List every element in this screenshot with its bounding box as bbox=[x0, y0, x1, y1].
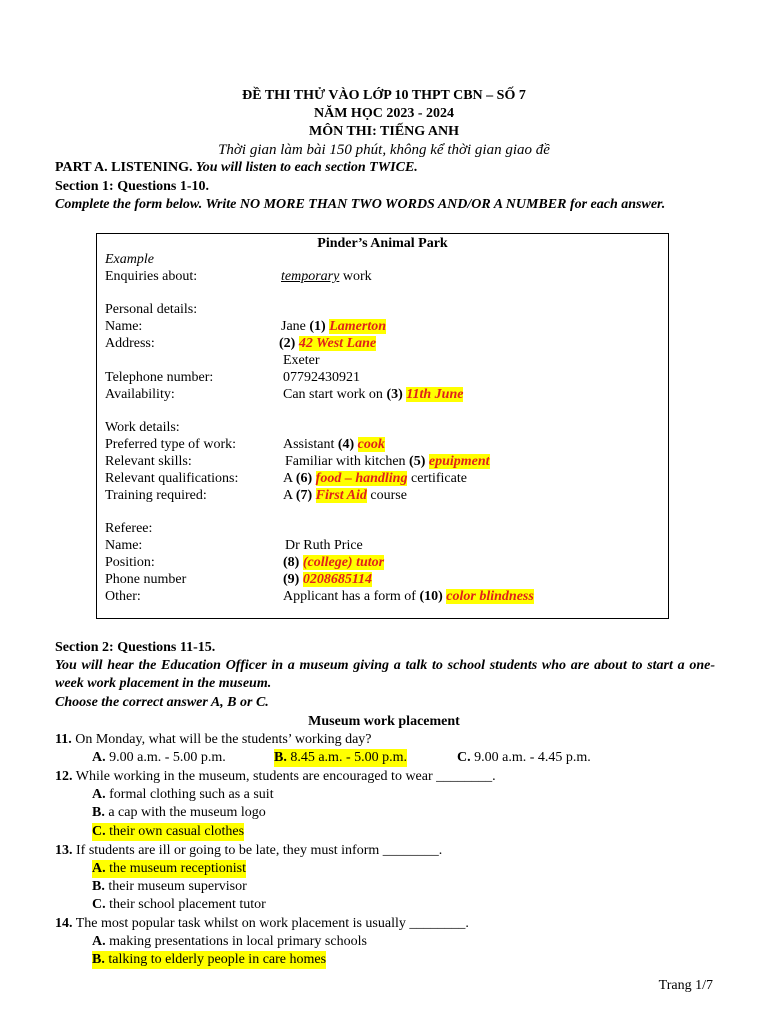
question-text: The most popular task whilst on work placement is usually ________. bbox=[72, 916, 469, 931]
museum-title: Museum work placement bbox=[308, 714, 460, 729]
name-label: Name: bbox=[105, 319, 143, 334]
q13-option-b bbox=[92, 878, 247, 896]
option-text: the museum receptionist bbox=[105, 861, 246, 876]
train-suffix: course bbox=[366, 488, 407, 503]
question-number: 12. bbox=[55, 769, 73, 784]
question-text: On Monday, what will be the students’ working day? bbox=[71, 732, 372, 747]
q13-option-a bbox=[92, 860, 246, 878]
option-text: a cap with the museum logo bbox=[104, 805, 266, 820]
page-number: Trang 1/7 bbox=[658, 978, 713, 993]
option-text: their museum supervisor bbox=[104, 879, 247, 894]
subject-title: MÔN THI: TIẾNG ANH bbox=[308, 124, 459, 139]
question-number: 14. bbox=[55, 916, 73, 931]
question-11 bbox=[55, 731, 372, 749]
work-details-label: Work details: bbox=[105, 420, 180, 435]
question-14 bbox=[55, 915, 469, 933]
preferred-prefix: Assistant bbox=[283, 437, 338, 452]
address-label: Address: bbox=[105, 336, 155, 351]
section1-heading: Section 1: Questions 1-10. bbox=[55, 179, 209, 194]
other-label: Other: bbox=[105, 589, 141, 604]
enquiries-label: Enquiries about: bbox=[105, 269, 198, 284]
q4-number: (4) bbox=[337, 437, 355, 452]
telephone-label: Telephone number: bbox=[105, 370, 214, 385]
option-letter: A. bbox=[92, 750, 106, 765]
train-prefix: A bbox=[283, 488, 296, 503]
q11-option-b bbox=[274, 749, 407, 767]
q11-option-a bbox=[92, 749, 226, 767]
answer-5: epuipment bbox=[428, 454, 490, 469]
question-text: If students are ill or going to be late, they must inform ________. bbox=[72, 843, 443, 858]
option-letter: C. bbox=[92, 897, 106, 912]
position-label: Position: bbox=[105, 555, 155, 570]
option-letter: C. bbox=[92, 824, 106, 839]
name-value bbox=[281, 318, 386, 335]
city-value: Exeter bbox=[283, 353, 320, 368]
q13-option-c bbox=[92, 896, 266, 914]
skills-value bbox=[285, 453, 490, 470]
other-prefix: Applicant has a form of bbox=[283, 589, 420, 604]
availability-prefix: Can start work on bbox=[283, 387, 387, 402]
question-number: 11. bbox=[55, 732, 72, 747]
enquiries-rest: work bbox=[339, 269, 372, 284]
referee-name-label: Name: bbox=[105, 538, 143, 553]
answer-1: Lamerton bbox=[329, 319, 386, 334]
answer-9: 0208685114 bbox=[302, 572, 373, 587]
option-text: formal clothing such as a suit bbox=[105, 787, 274, 802]
preferred-work-label: Preferred type of work: bbox=[105, 437, 237, 452]
q12-option-a bbox=[92, 786, 274, 804]
exam-title: ĐỀ THI THỬ VÀO LỚP 10 THPT CBN – SỐ 7 bbox=[242, 88, 526, 103]
question-text: While working in the museum, students are encouraged to wear ________. bbox=[72, 769, 496, 784]
qualifications-label: Relevant qualifications: bbox=[105, 471, 239, 486]
school-year: NĂM HỌC 2023 - 2024 bbox=[314, 106, 454, 121]
enquiries-value bbox=[281, 268, 372, 285]
training-label: Training required: bbox=[105, 488, 207, 503]
option-letter: A. bbox=[92, 787, 106, 802]
time-note: Thời gian làm bài 150 phút, không kể thời gian giao đề bbox=[218, 142, 550, 158]
question-12 bbox=[55, 768, 496, 786]
q5-number: (5) bbox=[409, 454, 426, 469]
question-number: 13. bbox=[55, 843, 73, 858]
telephone-value: 07792430921 bbox=[283, 370, 360, 385]
referee-label: Referee: bbox=[105, 521, 153, 536]
referee-name-value: Dr Ruth Price bbox=[285, 538, 363, 553]
option-text: 9.00 a.m. - 5.00 p.m. bbox=[105, 750, 226, 765]
option-text: their school placement tutor bbox=[105, 897, 266, 912]
form-box bbox=[96, 233, 669, 619]
skills-label: Relevant skills: bbox=[105, 454, 192, 469]
question-13 bbox=[55, 842, 442, 860]
part-a-instruction: You will listen to each section TWICE. bbox=[192, 160, 418, 175]
example-label: Example bbox=[105, 252, 154, 267]
part-a-heading bbox=[55, 159, 418, 177]
answer-10: color blindness bbox=[446, 589, 534, 604]
q12-option-b bbox=[92, 804, 266, 822]
training-value bbox=[283, 487, 407, 504]
section1-instruction: Complete the form below. Write NO MORE THAN TWO WORDS AND/OR A NUMBER for each answer. bbox=[55, 197, 666, 212]
q11-option-c bbox=[457, 749, 591, 767]
preferred-work-value bbox=[283, 436, 385, 453]
option-letter: B. bbox=[92, 952, 105, 967]
other-value bbox=[283, 588, 534, 605]
personal-details-label: Personal details: bbox=[105, 302, 198, 317]
section2-instruction: You will hear the Education Officer in a museum giving a talk to school students who are about to start a one-week work placement in the museum. bbox=[55, 658, 715, 691]
option-letter: A. bbox=[92, 934, 106, 949]
option-text: making presentations in local primary schools bbox=[105, 934, 367, 949]
address-value bbox=[279, 335, 376, 352]
qual-prefix: A bbox=[283, 471, 296, 486]
skills-prefix: Familiar with kitchen bbox=[285, 454, 410, 469]
q7-number: (7) bbox=[295, 488, 313, 503]
q2-number: (2) bbox=[279, 336, 296, 351]
answer-2: 42 West Lane bbox=[298, 336, 377, 351]
position-value bbox=[283, 554, 384, 571]
option-text: talking to elderly people in care homes bbox=[104, 952, 327, 967]
q8-number: (8) bbox=[283, 555, 300, 570]
q3-number: (3) bbox=[386, 387, 403, 402]
section2-heading: Section 2: Questions 11-15. bbox=[55, 640, 216, 655]
availability-label: Availability: bbox=[105, 387, 175, 402]
section2-choose: Choose the correct answer A, B or C. bbox=[55, 695, 269, 710]
option-text: 9.00 a.m. - 4.45 p.m. bbox=[470, 750, 591, 765]
phone-value bbox=[283, 571, 372, 588]
qualifications-value bbox=[283, 470, 467, 487]
q1-number: (1) bbox=[309, 319, 326, 334]
answer-8: (college) tutor bbox=[302, 555, 385, 570]
answer-4: cook bbox=[357, 437, 385, 452]
form-title: Pinder’s Animal Park bbox=[317, 236, 448, 251]
answer-6: food – handling bbox=[315, 471, 408, 486]
option-letter: A. bbox=[92, 861, 106, 876]
phone-label: Phone number bbox=[105, 572, 187, 587]
answer-3: 11th June bbox=[406, 387, 464, 402]
option-letter: B. bbox=[274, 750, 287, 765]
option-text: 8.45 a.m. - 5.00 p.m. bbox=[286, 750, 407, 765]
option-text: their own casual clothes bbox=[105, 824, 245, 839]
enquiries-word: temporary bbox=[281, 269, 340, 284]
availability-value bbox=[283, 386, 463, 403]
qual-suffix: certificate bbox=[407, 471, 467, 486]
q14-option-a bbox=[92, 933, 367, 951]
option-letter: C. bbox=[457, 750, 471, 765]
q14-option-b bbox=[92, 951, 326, 969]
q6-number: (6) bbox=[295, 471, 313, 486]
option-letter: B. bbox=[92, 879, 105, 894]
q12-option-c bbox=[92, 823, 244, 841]
option-letter: B. bbox=[92, 805, 105, 820]
name-prefix: Jane bbox=[281, 319, 310, 334]
answer-7: First Aid bbox=[315, 488, 367, 503]
q10-number: (10) bbox=[419, 589, 443, 604]
part-a-label: PART A. LISTENING. bbox=[55, 160, 193, 175]
q9-number: (9) bbox=[283, 572, 300, 587]
